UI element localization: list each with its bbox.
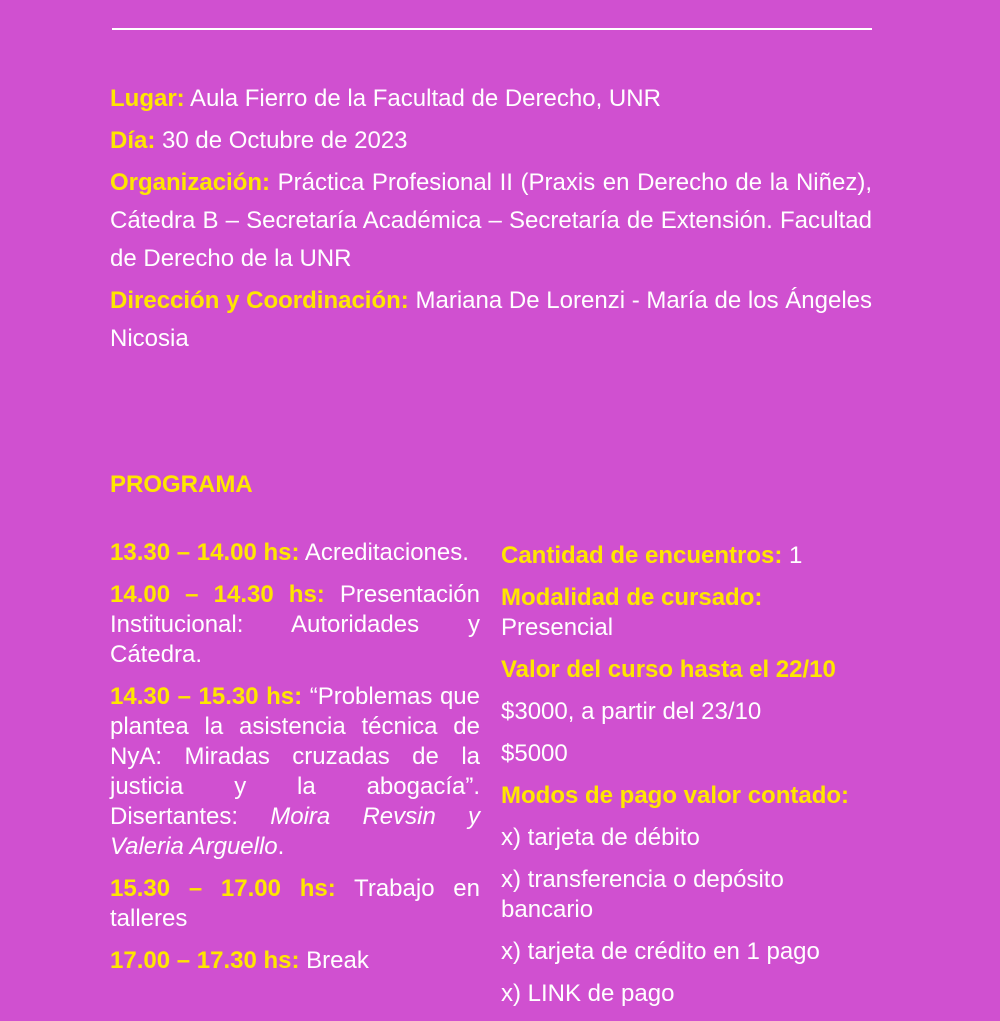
- lugar-label: Lugar:: [110, 85, 185, 112]
- dia-value: 30 de Octubre de 2023: [155, 127, 408, 154]
- encuentros-value: 1: [782, 542, 803, 569]
- pago-option: x) LINK de pago: [501, 980, 675, 1007]
- direccion-value: Mariana De Lorenzi - María de los Ángeles Nicosia: [110, 287, 872, 352]
- valor-label: Valor del curso hasta el 22/10: [501, 656, 836, 683]
- programa-time: 14.00 – 14.30 hs:: [110, 581, 325, 608]
- modalidad-label: Modalidad de cursado:: [501, 584, 763, 611]
- programa-text: Trabajo en talleres: [110, 875, 480, 932]
- lugar-line: [110, 80, 872, 118]
- programa-text: “Problemas que plantea la asistencia técnica de NyA: Miradas cruzadas de la justicia y la abogacía”. Disertantes:: [110, 683, 481, 830]
- event-info: [110, 80, 872, 362]
- modalidad-line: [501, 583, 872, 643]
- programa-time: 15.30 – 17.00 hs:: [110, 875, 336, 902]
- programa-speakers: Moira Revsin y Valeria Arguello: [110, 803, 480, 860]
- encuentros-line: [501, 541, 872, 571]
- lugar-value: Aula Fierro de la Facultad de Derecho, UNR: [184, 85, 661, 112]
- direccion-line: [110, 282, 872, 358]
- valor-line-2: $5000: [501, 740, 568, 767]
- organizacion-label: Organización:: [110, 169, 271, 196]
- pago-option: x) tarjeta de débito: [501, 824, 700, 851]
- dia-label: Día:: [110, 127, 156, 154]
- direccion-label: Dirección y Coordinación:: [110, 287, 409, 314]
- pago-option: x) transferencia o depósito bancario: [501, 866, 784, 923]
- programa-time: 14.30 – 15.30 hs:: [110, 683, 303, 710]
- programa-text-end: .: [277, 833, 285, 860]
- programa-list: [110, 538, 480, 988]
- organizacion-value: Práctica Profesional II (Praxis en Derecho de la Niñez), Cátedra B – Secretaría Académica – Secretaría de Extensión. Facultad de Derecho de la UNR: [110, 169, 872, 272]
- programa-item: [110, 580, 480, 670]
- programa-title: PROGRAMA: [110, 471, 253, 498]
- programa-text: Presentación Institucional: Autoridades y Cátedra.: [110, 581, 480, 668]
- programa-item: [110, 946, 480, 976]
- pago-label: Modos de pago valor contado:: [501, 782, 850, 809]
- programa-text: Acreditaciones.: [299, 539, 469, 566]
- programa-time: 17.00 – 17.30 hs:: [110, 947, 300, 974]
- modalidad-value: Presencial: [501, 614, 614, 641]
- programa-time: 13.30 – 14.00 hs:: [110, 539, 300, 566]
- pago-option: x) tarjeta de crédito en 1 pago: [501, 938, 820, 965]
- valor-line-1: $3000, a partir del 23/10: [501, 698, 762, 725]
- top-divider: [112, 28, 872, 30]
- organizacion-line: [110, 164, 872, 278]
- encuentros-label: Cantidad de encuentros:: [501, 542, 783, 569]
- dia-line: [110, 122, 872, 160]
- course-details: [501, 541, 872, 1021]
- programa-text: Break: [299, 947, 369, 974]
- programa-item: [110, 682, 480, 862]
- programa-item: [110, 874, 480, 934]
- programa-item: [110, 538, 480, 568]
